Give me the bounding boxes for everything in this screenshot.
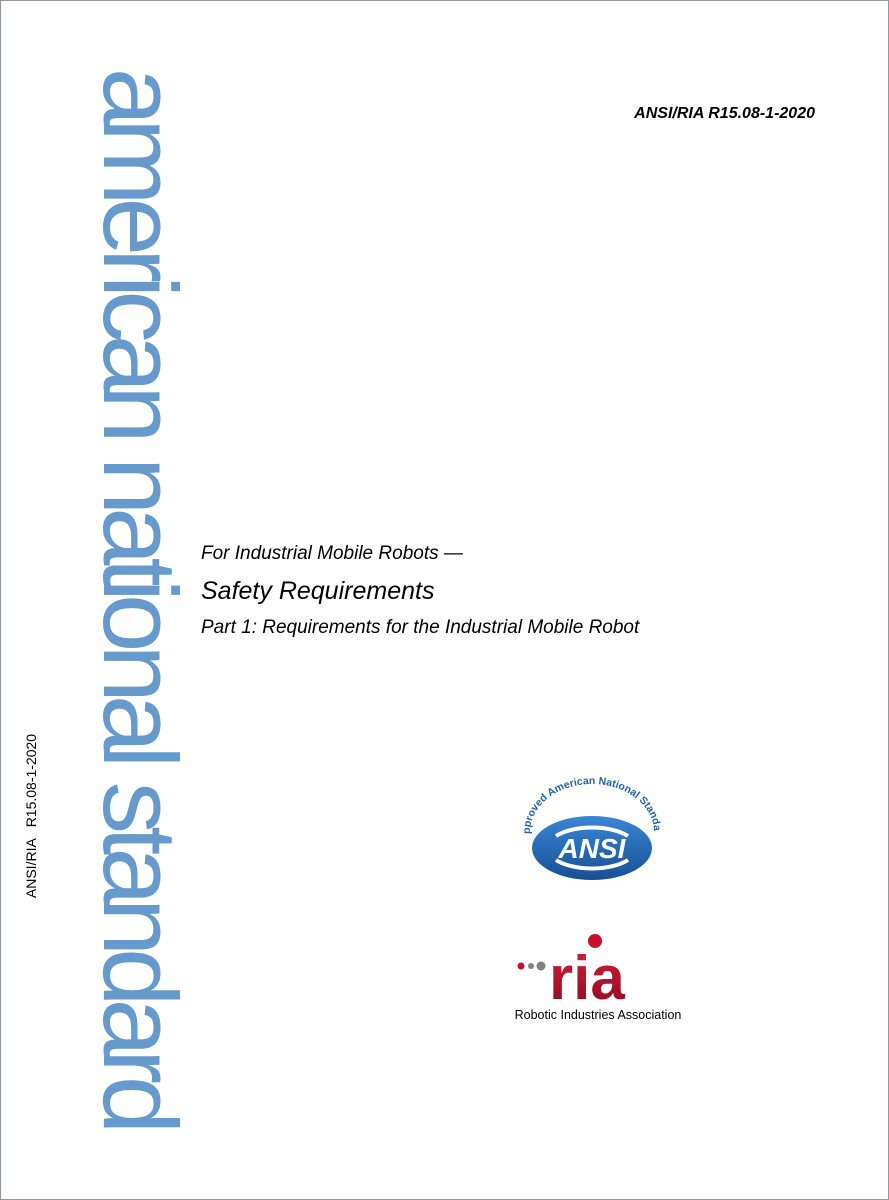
- ansi-logo: [516, 766, 666, 906]
- ria-caption: Robotic Industries Association: [514, 1008, 682, 1022]
- brand-text: american national standard: [81, 67, 199, 1127]
- document-title: Safety Requirements: [201, 577, 435, 605]
- ansi-mark: ANSI: [558, 833, 626, 864]
- document-subtitle: For Industrial Mobile Robots —: [201, 543, 463, 564]
- ria-dot-red-icon: [518, 963, 525, 970]
- ria-dot-gray-icon: [537, 962, 546, 971]
- ansi-logo-graphic: [516, 766, 666, 906]
- ria-mark: ria: [549, 944, 625, 1006]
- ria-logo: [513, 931, 683, 1031]
- spine-document-number: ANSI/RIA R15.08-1-2020: [23, 733, 39, 899]
- vertical-brand-text: [81, 67, 199, 1127]
- title-block: [201, 541, 639, 641]
- ria-logo-graphic: [513, 931, 683, 1006]
- ria-dot-gray-small-icon: [528, 963, 534, 969]
- ansi-arc-text: pproved American National Standa: [520, 774, 664, 835]
- document-part-title: Part 1: Requirements for the Industrial Mobile Robot: [201, 617, 640, 638]
- document-number: ANSI/RIA R15.08-1-2020: [634, 105, 815, 122]
